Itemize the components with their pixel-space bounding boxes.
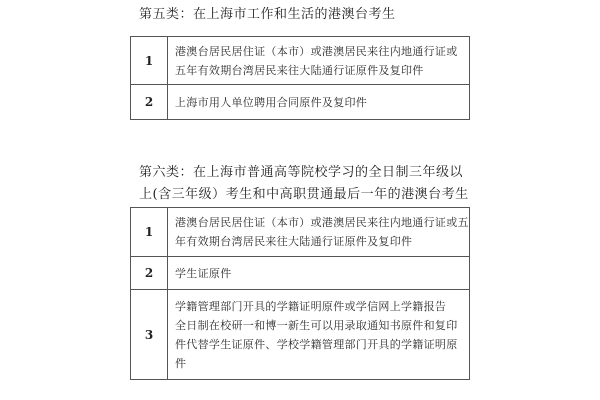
table-row	[131, 257, 470, 290]
row-number: 3	[131, 290, 168, 380]
row-number: 1	[131, 37, 168, 85]
requirement-line: 学生证原件	[175, 266, 232, 280]
requirement-line: 全日制在校研一和博一新生可以用录取通知书原件和复印	[175, 318, 458, 332]
requirement-text	[168, 37, 470, 85]
category-6-heading-line-1: 第六类：在上海市普通高等院校学习的全日制三年级以	[139, 165, 464, 180]
requirement-text	[168, 257, 470, 290]
category-5-requirements-table	[130, 36, 470, 120]
category-6-heading-line-2: 上(含三年级）考生和中高职贯通最后一年的港澳台考生	[139, 187, 469, 202]
requirement-text	[168, 208, 470, 257]
table-row	[131, 85, 470, 120]
requirement-line: 件	[175, 356, 187, 370]
table-row	[131, 290, 470, 380]
requirement-line: 五年有效期台湾居民来往大陆通行证原件及复印件	[175, 63, 424, 77]
category-5-heading: 第五类：在上海市工作和生活的港澳台考生	[139, 7, 396, 22]
table-row	[131, 208, 470, 257]
requirement-line: 学籍管理部门开具的学籍证明原件或学信网上学籍报告	[175, 299, 447, 313]
requirement-text	[168, 85, 470, 120]
row-number: 2	[131, 85, 168, 120]
requirement-line: 上海市用人单位聘用合同原件及复印件	[175, 95, 368, 109]
row-number: 1	[131, 208, 168, 257]
requirement-line: 件代替学生证原件、学校学籍管理部门开具的学籍证明原	[175, 337, 458, 351]
requirement-line: 年有效期台湾居民来往大陆通行证原件及复印件	[175, 235, 413, 248]
row-number: 2	[131, 257, 168, 290]
requirement-line: 港澳台居民居住证（本市）或港澳居民来往内地通行证或五	[175, 216, 469, 229]
table-row	[131, 37, 470, 85]
requirement-line: 港澳台居民居住证（本市）或港澳居民来往内地通行证或	[175, 44, 458, 58]
requirement-text	[168, 290, 470, 380]
category-6-requirements-table	[130, 207, 470, 380]
